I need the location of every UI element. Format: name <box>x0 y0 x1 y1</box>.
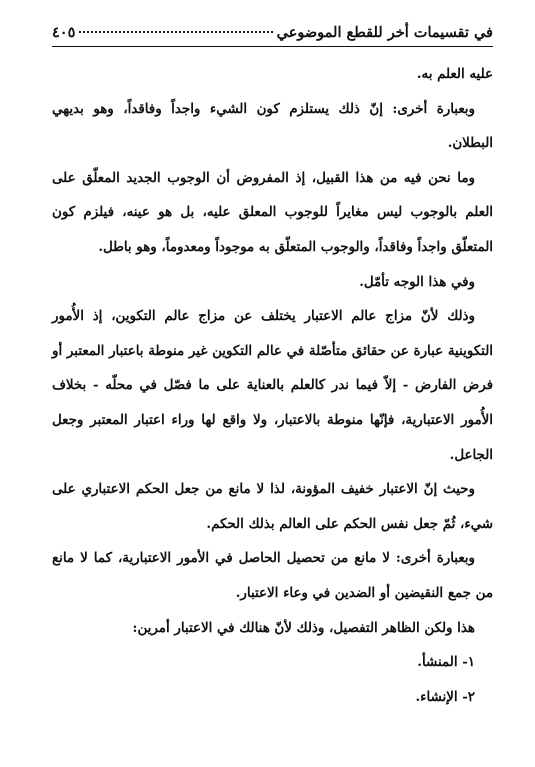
leader-dots <box>79 31 272 33</box>
paragraph-6: وحيث إنّ الاعتبار خفيف المؤونة، لذا لا مانع من جعل الحكم الاعتباري على شيء، ثُمّ جعل نفس الحكم على العالم بذلك الحكم. <box>52 481 493 532</box>
paragraph-7: وبعبارة أخرى: لا مانع من تحصيل الحاصل في الأمور الاعتبارية، كما لا مانع من جمع النقيضين أو الضدين في وعاء الاعتبار. <box>52 550 493 601</box>
paragraph-8: هذا ولكن الظاهر التفصيل، وذلك لأنّ هنالك في الاعتبار أمرين: <box>132 619 475 636</box>
header-title: في تقسيمات أخر للقطع الموضوعي <box>276 24 493 41</box>
paragraph-3: وما نحن فيه من هذا القبيل، إذ المفروض أن الوجوب الجديد المعلّق على العلم بالوجوب ليس مغايراً للوجوب المعلق عليه، بل هو عينه، فيلزم كون المتعلّق واجداً وفاقداً، والوجوب المتعلّق به موجوداً ومعدوماً، وهو باطل. <box>52 169 493 255</box>
running-header <box>52 22 493 47</box>
paragraph-4: وفي هذا الوجه تأمّل. <box>359 273 475 290</box>
paragraph-2: وبعبارة أخرى: إنّ ذلك يستلزم كون الشيء واجداً وفاقداً، وهو بديهي البطلان. <box>52 100 493 152</box>
body-text <box>52 57 493 714</box>
list-item-2: ٢- الإنشاء. <box>415 688 475 705</box>
list-item-1: ١- المنشأ. <box>417 654 475 671</box>
page-number: ٤٠٥ <box>52 24 76 41</box>
paragraph-5: وذلك لأنّ مزاج عالم الاعتبار يختلف عن مزاج عالم التكوين، إذ الأُمور التكوينية عبارة عن حقائق متأصّلة في عالم التكوين غير منوطة باعتبار المعتبر أو فرض الفارض - إلاّ فيما ندر كالعلم بالعناية على ما فصّل في محلّه - بخلاف الأُمور الاعتبارية، فإنّها منوطة بالاعتبار، ولا واقع لها وراء اعتبار المعتبر وجعل الجاعل. <box>52 308 493 463</box>
paragraph-1: عليه العلم به. <box>416 66 493 82</box>
